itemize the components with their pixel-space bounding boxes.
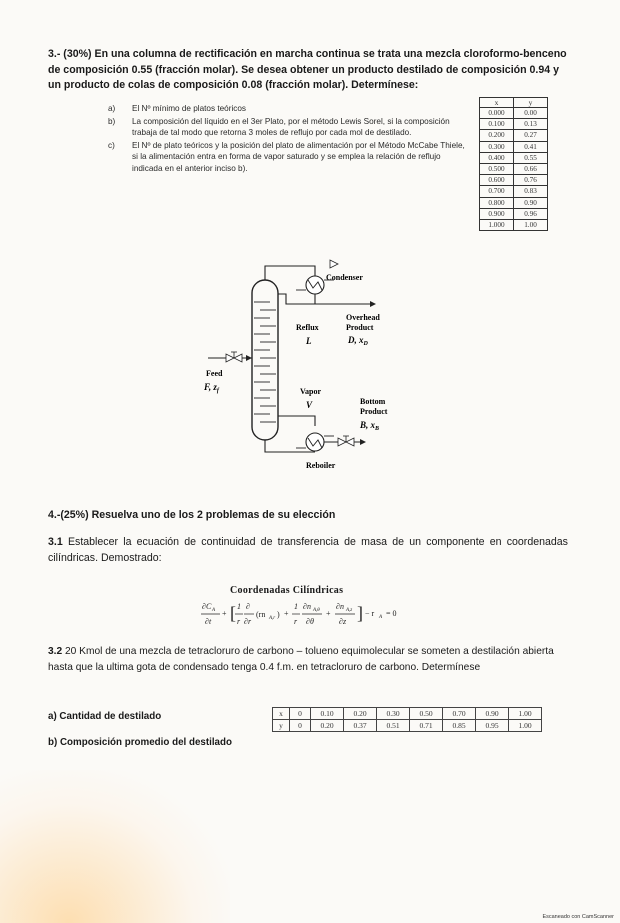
cell-x: 0.100 — [480, 119, 514, 130]
condenser-label: Condenser — [326, 273, 363, 282]
cell-x: 1.00 — [509, 708, 542, 720]
cell-y: 0.76 — [514, 175, 548, 186]
svg-text:r: r — [294, 617, 298, 626]
reflux-label: Reflux — [296, 323, 319, 332]
problem-3-1-text: Establecer la ecuación de continuidad de transferencia de masa de un componente en coordenadas cilíndricas. Demostrado: — [48, 536, 568, 564]
svg-text:1: 1 — [294, 602, 298, 611]
column-shell — [252, 280, 278, 440]
cell-y: 0 — [290, 720, 311, 732]
svg-text:∂θ: ∂θ — [306, 617, 314, 626]
table-row — [480, 152, 548, 163]
svg-text:A: A — [379, 615, 383, 620]
svg-text:+: + — [284, 609, 289, 618]
cell-x: 0.200 — [480, 130, 514, 141]
equation-title: Coordenadas Cilíndricas — [230, 585, 344, 596]
top-valve-icon — [330, 260, 338, 268]
cell-y: 0.13 — [514, 119, 548, 130]
cell-y: 0.00 — [514, 108, 548, 119]
overhead-symbol: D, $x_D$ — [348, 335, 368, 347]
condensate-line — [278, 294, 315, 304]
item-label: b) — [108, 116, 116, 126]
cell-x: 0.700 — [480, 186, 514, 197]
cell-y: 0.71 — [410, 720, 443, 732]
cell-y: 0.37 — [344, 720, 377, 732]
cell-y: 0.27 — [514, 130, 548, 141]
item-label: a) — [108, 104, 116, 113]
item-text: El Nº mínimo de platos teóricos — [132, 104, 247, 113]
problem-3-2-text: 20 Kmol de una mezcla de tetracloruro de carbono – tolueno equimolecular se someten a destilación abierta hasta que la ultima gota de condensado tenga 0.4 f.m. en tetracloruro de carbono. Determínese — [48, 646, 554, 673]
svg-text:∂n: ∂n — [336, 602, 344, 611]
cell-x: 0.70 — [443, 708, 476, 720]
row-label-x: x — [273, 708, 290, 720]
cell-y: 1.00 — [514, 219, 548, 230]
table-row — [480, 108, 548, 119]
cell-x: 0.50 — [410, 708, 443, 720]
svg-text:A,z: A,z — [346, 608, 353, 613]
table-row-x — [273, 708, 542, 720]
distillate-arrow — [370, 301, 376, 307]
reboiler-vapor-line — [278, 416, 315, 426]
vapor-label: Vapor — [300, 387, 322, 396]
svg-text:∂C: ∂C — [202, 602, 212, 611]
table-header-x: x — [480, 98, 514, 108]
svg-text:− r: − r — [365, 609, 375, 618]
feed-symbol: F, $z_f$ — [204, 382, 219, 394]
question-a: a) Cantidad de destilado — [48, 711, 162, 722]
problem-3-item-a — [108, 103, 468, 115]
table-row — [480, 197, 548, 208]
cell-y: 0.85 — [443, 720, 476, 732]
svg-text:A,r: A,r — [269, 616, 276, 621]
scanner-watermark: Escaneado con CamScanner — [542, 914, 614, 920]
cell-x: 0.600 — [480, 175, 514, 186]
cell-x: 0.800 — [480, 197, 514, 208]
reboiler-label: Reboiler — [306, 461, 336, 470]
reboiler-icon — [306, 433, 324, 451]
vapor-symbol: V — [306, 400, 313, 410]
cell-y: 0.51 — [377, 720, 410, 732]
continuity-equation — [200, 597, 410, 631]
cell-y: 0.66 — [514, 163, 548, 174]
cell-y: 0.96 — [514, 208, 548, 219]
svg-text:∂n: ∂n — [303, 602, 311, 611]
svg-text:r: r — [237, 617, 241, 626]
bottom-label-1: Bottom — [360, 397, 386, 406]
cell-x: 0.300 — [480, 141, 514, 152]
svg-text:A,θ: A,θ — [313, 608, 320, 613]
problem-3-2-number: 3.2 — [48, 646, 63, 657]
problem-3-1 — [48, 535, 568, 566]
svg-text:A: A — [212, 608, 216, 613]
svg-text:]: ] — [357, 603, 363, 623]
overhead-label-1: Overhead — [346, 313, 380, 322]
svg-text:∂r: ∂r — [244, 617, 252, 626]
item-label: c) — [108, 140, 115, 150]
bottom-label-2: Product — [360, 407, 388, 416]
svg-text:[: [ — [230, 603, 236, 623]
overhead-vapor-line — [265, 266, 315, 280]
cell-y: 1.00 — [509, 720, 542, 732]
equilibrium-table-2 — [272, 707, 542, 732]
bottom-valve-icon — [338, 436, 354, 446]
table-row — [480, 219, 548, 230]
cell-y: 0.20 — [311, 720, 344, 732]
problem-4-heading: 4.-(25%) Resuelva uno de los 2 problemas de su elección — [48, 509, 336, 521]
item-text: El Nº de plato teóricos y la posición del plato de alimentación por el Método McCabe Thiele, si la alimentación entra en forma de vapor saturado y se emplea la relación de reflujo indicada en el anterior inciso b). — [132, 140, 465, 173]
problem-3-2 — [48, 644, 568, 675]
cell-y: 0.55 — [514, 152, 548, 163]
svg-text:1: 1 — [237, 602, 241, 611]
svg-text:∂t: ∂t — [205, 617, 212, 626]
cell-y: 0.41 — [514, 141, 548, 152]
cell-x: 0.10 — [311, 708, 344, 720]
cell-x: 0.20 — [344, 708, 377, 720]
question-b: b) Composición promedio del destilado — [48, 737, 232, 748]
row-label-y: y — [273, 720, 290, 732]
cell-x: 0.400 — [480, 152, 514, 163]
table-row — [480, 186, 548, 197]
page-light-glare — [0, 770, 230, 923]
overhead-label-2: Product — [346, 323, 374, 332]
cell-y: 0.90 — [514, 197, 548, 208]
cell-y: 0.83 — [514, 186, 548, 197]
problem-3-1-number: 3.1 — [48, 536, 63, 548]
table-header-y: y — [514, 98, 548, 108]
table-row — [480, 208, 548, 219]
feed-valve-icon — [226, 352, 242, 362]
cell-y: 0.95 — [476, 720, 509, 732]
bottom-symbol: B, $x_B$ — [360, 420, 380, 432]
table-row — [480, 119, 548, 130]
problem-3-item-b — [108, 116, 468, 139]
problem-3-item-c — [108, 140, 468, 175]
distillation-column-diagram — [190, 258, 420, 478]
problem-3-items — [108, 103, 468, 175]
cell-x: 0.900 — [480, 208, 514, 219]
cell-x: 0.000 — [480, 108, 514, 119]
svg-text:(rn: (rn — [256, 610, 266, 619]
svg-text:∂z: ∂z — [339, 617, 347, 626]
cell-x: 0 — [290, 708, 311, 720]
column-trays — [254, 302, 276, 422]
svg-text:+: + — [222, 609, 227, 618]
cell-x: 1.000 — [480, 219, 514, 230]
svg-text:): ) — [277, 610, 280, 619]
svg-text:+: + — [326, 609, 331, 618]
problem-3-statement: 3.- (30%) En una columna de rectificación en marcha continua se trata una mezcla cloroformo-benceno de composición 0.55 (fracción molar). Se desea obtener un producto destilado de composición 0.94 y un producto de colas de composición 0.08 (fracción molar). Determínese: — [48, 48, 567, 91]
feed-label: Feed — [206, 369, 223, 378]
table-row — [480, 141, 548, 152]
cell-x: 0.90 — [476, 708, 509, 720]
equilibrium-table — [479, 97, 548, 231]
item-text: La composición del líquido en el 3er Plato, por el método Lewis Sorel, si la composición trabaja de tal modo que retorna 3 moles de reflujo por cada mol de destilado. — [132, 116, 450, 137]
table-row-y — [273, 720, 542, 732]
cell-x: 0.30 — [377, 708, 410, 720]
cell-x: 0.500 — [480, 163, 514, 174]
reflux-symbol: L — [306, 336, 312, 346]
svg-text:= 0: = 0 — [386, 609, 397, 618]
table-row — [480, 163, 548, 174]
svg-text:∂: ∂ — [246, 602, 250, 611]
table-row — [480, 130, 548, 141]
table-row — [480, 175, 548, 186]
